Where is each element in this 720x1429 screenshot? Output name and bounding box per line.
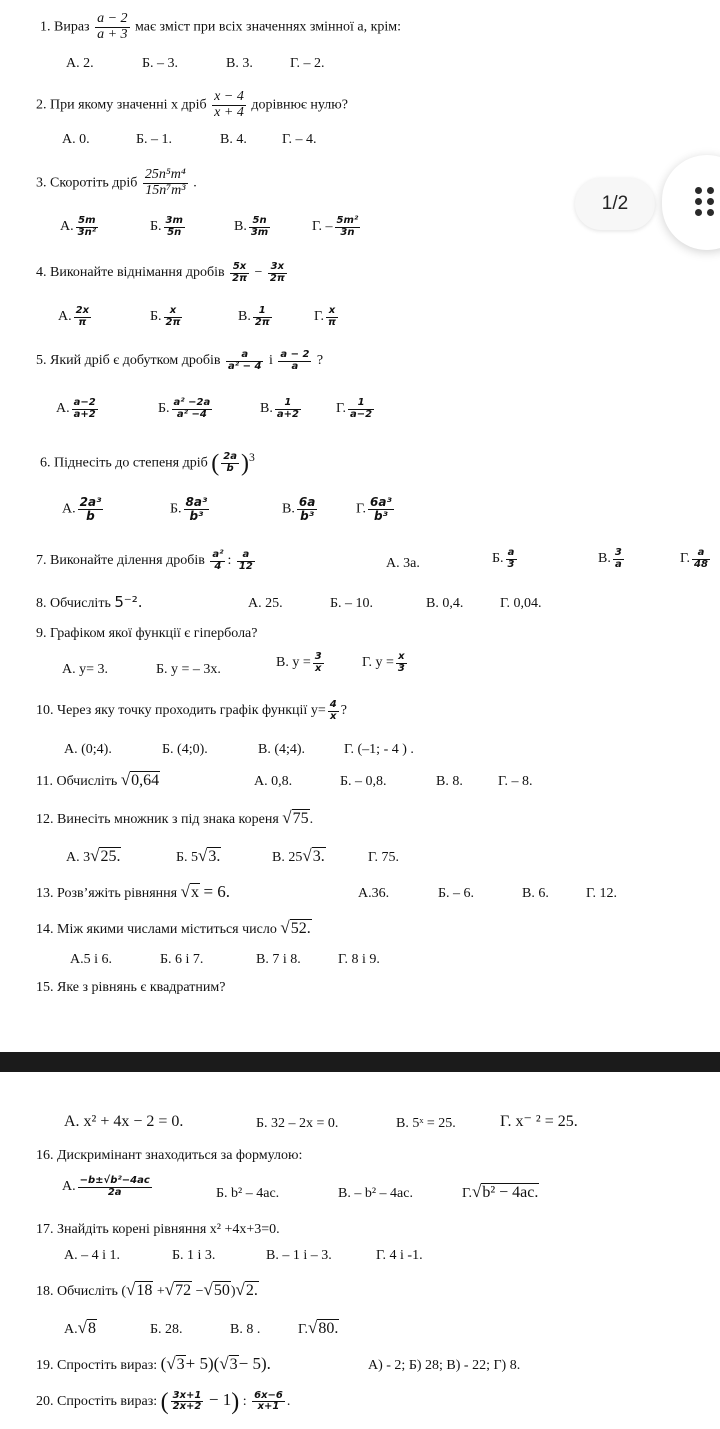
q16-option-b[interactable]: Б. b² – 4ac.: [216, 1186, 280, 1201]
question-9: 9. Графіком якої функції є гіпербола?: [36, 626, 258, 641]
q8-option-a[interactable]: А. 25.: [248, 596, 283, 611]
q4-option-b[interactable]: Б. $\frac{x}{2\pi}$: [150, 305, 181, 328]
q3-option-c[interactable]: В. $\frac{5n}{3m}$: [234, 215, 269, 238]
q17-option-c[interactable]: В. – 1 і – 3.: [266, 1248, 332, 1263]
q1-option-c[interactable]: В. 3.: [226, 56, 253, 71]
question-1: [40, 12, 401, 42]
question-2: [36, 90, 348, 120]
q1-text-a: Вираз: [54, 19, 90, 35]
question-4: 4. Виконайте віднімання дробів $\frac{5x}{2\pi}$ − $\frac{3x}{2\pi}$: [36, 261, 285, 284]
q6-option-b[interactable]: Б. $\frac{\text{8a³}}{\text{b³}}$: [170, 495, 208, 523]
q7-text-a: 7. Виконайте ділення дробів: [36, 553, 205, 569]
q15-option-c[interactable]: В. 5ˣ = 25.: [396, 1116, 456, 1131]
q12-option-a[interactable]: А. 3√25.: [66, 846, 121, 865]
q13-option-a[interactable]: А.36.: [358, 886, 390, 901]
q14-option-a[interactable]: А.5 і 6.: [70, 952, 112, 967]
q10-option-b[interactable]: Б. (4;0).: [162, 742, 208, 757]
q13-option-b[interactable]: Б. – 6.: [438, 886, 475, 901]
q9-option-c[interactable]: В. y = $\frac{3}{x}$: [276, 651, 322, 674]
q12-option-c[interactable]: В. 25√3.: [272, 846, 325, 865]
q8-expression: 5⁻².: [114, 593, 143, 611]
q11-option-d[interactable]: Г. – 8.: [498, 774, 533, 789]
q4-option-d[interactable]: Г. $\frac{x}{\pi}$: [314, 305, 336, 328]
question-7: 7. Виконайте ділення дробів $\frac{\text{a²}}{4}$ : $\frac{a}{12}$: [36, 549, 253, 572]
q2-option-b[interactable]: Б. – 1.: [136, 132, 173, 147]
q1-option-d[interactable]: Г. – 2.: [290, 56, 325, 71]
q15-option-a[interactable]: А. x² + 4x − 2 = 0.: [64, 1113, 184, 1130]
q4-option-a[interactable]: А. $\frac{2x}{\pi}$: [58, 305, 90, 328]
q2-option-d[interactable]: Г. – 4.: [282, 132, 317, 147]
question-15: 15. Яке з рівнянь є квадратним?: [36, 980, 226, 995]
q19-answer-options[interactable]: А) - 2; Б) 28; В) - 22; Г) 8.: [368, 1358, 521, 1373]
q9-option-a[interactable]: А. y= 3.: [62, 662, 109, 677]
question-16: 16. Дискримінант знаходиться за формулою:: [36, 1148, 303, 1163]
q2-option-c[interactable]: В. 4.: [220, 132, 247, 147]
question-10: 10. Через яку точку проходить графік функції y= $\frac{4}{x}$ ?: [36, 699, 347, 722]
q18-option-b[interactable]: Б. 28.: [150, 1322, 183, 1337]
q14-option-c[interactable]: В. 7 і 8.: [256, 952, 301, 967]
q15-option-d[interactable]: Г. x⁻ ² = 25.: [500, 1113, 578, 1130]
question-20: 20. Спростіть вираз: ( $\frac{3x+1}{2x+2}$ − 1) : $\frac{6x-6}{x+1}$ .: [36, 1388, 291, 1415]
q1-fraction: $\frac{a - 2}{a + 3}$: [97, 11, 128, 42]
q8-option-d[interactable]: Г. 0,04.: [500, 596, 542, 611]
q6-text-a: 6. Піднесіть до степеня дріб: [40, 455, 208, 471]
q7-option-b[interactable]: Б. $\frac{a}{3}$: [492, 547, 515, 570]
q4-text-a: 4. Виконайте віднімання дробів: [36, 265, 225, 281]
q6-option-d[interactable]: Г. $\frac{\text{6a³}}{\text{b³}}$: [356, 495, 392, 523]
q10-option-d[interactable]: Г. (–1; - 4 ) .: [344, 742, 414, 757]
q11-option-a[interactable]: А. 0,8.: [254, 774, 293, 789]
question-14: 14. Між якими числами міститься число √52.: [36, 918, 311, 937]
question-3: 3. Скоротіть дріб $\frac{\text{25n⁵m⁴}}{\text{15n⁷m³}}$ .: [36, 167, 197, 198]
q3-option-a[interactable]: А. $\frac{5m}{\text{3n²}}$: [60, 215, 97, 238]
q17-option-a[interactable]: А. – 4 і 1.: [64, 1248, 120, 1263]
q7-option-d[interactable]: Г. $\frac{a}{48}$: [680, 547, 708, 570]
q6-option-a[interactable]: А. $\frac{\text{2a³}}{b}$: [62, 495, 102, 523]
question-18: 18. Обчисліть (√18 +√72 −√50)√2.: [36, 1280, 258, 1299]
question-11: 11. Обчисліть √0,64: [36, 770, 160, 789]
q17-option-d[interactable]: Г. 4 і -1.: [376, 1248, 423, 1263]
q2-text-b: дорівнює нулю?: [251, 97, 348, 113]
q12-option-b[interactable]: Б. 5√3.: [176, 846, 221, 865]
q16-option-d[interactable]: Г.√b² − 4ac.: [462, 1182, 539, 1201]
q7-option-c[interactable]: В. $\frac{3}{a}$: [598, 547, 622, 570]
q5-option-d[interactable]: Г. $\frac{1}{a-2}$: [336, 397, 373, 420]
q5-text-a: 5. Який дріб є добутком дробів: [36, 353, 221, 369]
question-17: 17. Знайдіть корені рівняння x² +4x+3=0.: [36, 1222, 280, 1237]
q5-option-a[interactable]: А. $\frac{a-2}{a+2}$: [56, 397, 96, 420]
q16-option-a[interactable]: А. $\frac{\text{−b±√b²−4ac}}{2a}$: [62, 1175, 150, 1198]
question-6: 6. Піднесіть до степеня дріб ( $\frac{2a}{b}$ )$^3$: [40, 450, 255, 477]
q18-option-a[interactable]: А.√8: [64, 1318, 96, 1337]
q1-text-b: має зміст при всіх значеннях змінної a, крім:: [135, 19, 402, 35]
q2-fraction: $\frac{x - 4}{x + 4}$: [214, 89, 244, 120]
q10-option-c[interactable]: В. (4;4).: [258, 742, 306, 757]
question-12: 12. Винесіть множник з під знака кореня √75.: [36, 808, 314, 827]
more-options-icon: [695, 187, 719, 217]
q13-option-d[interactable]: Г. 12.: [586, 886, 618, 901]
question-13: 13. Розв’яжіть рівняння √x = 6.: [36, 882, 231, 901]
question-8: 8. Обчисліть 5⁻².: [36, 593, 143, 611]
page-indicator: 1/2: [575, 178, 655, 230]
q1-number: 1.: [40, 19, 51, 35]
q14-option-d[interactable]: Г. 8 і 9.: [338, 952, 380, 967]
q18-option-d[interactable]: Г.√80.: [298, 1318, 339, 1337]
worksheet-page-2: [0, 1072, 720, 1429]
q2-option-a[interactable]: А. 0.: [62, 132, 90, 147]
q11-option-c[interactable]: В. 8.: [436, 774, 463, 789]
q12-option-d[interactable]: Г. 75.: [368, 850, 400, 865]
q8-option-c[interactable]: В. 0,4.: [426, 596, 464, 611]
q3-fraction: $\frac{\text{25n⁵m⁴}}{\text{15n⁷m³}}$: [144, 167, 186, 198]
q2-text-a: 2. При якому значенні x дріб: [36, 97, 207, 113]
q7-option-a[interactable]: А. 3a.: [386, 556, 420, 571]
question-19: 19. Спростіть вираз: (√3+ 5)(√3− 5).: [36, 1354, 271, 1373]
q9-option-b[interactable]: Б. y = – 3x.: [156, 662, 221, 677]
q15-option-b[interactable]: Б. 32 – 2x = 0.: [256, 1116, 339, 1131]
q14-option-b[interactable]: Б. 6 і 7.: [160, 952, 204, 967]
q5-option-c[interactable]: В. $\frac{1}{a+2}$: [260, 397, 299, 420]
q8-option-b[interactable]: Б. – 10.: [330, 596, 374, 611]
q6-option-c[interactable]: В. $\frac{6a}{\text{b³}}$: [282, 495, 316, 523]
q17-option-b[interactable]: Б. 1 і 3.: [172, 1248, 216, 1263]
q13-option-c[interactable]: В. 6.: [522, 886, 549, 901]
q3-option-d[interactable]: Г. – $\frac{\text{5m²}}{3n}$: [312, 215, 359, 238]
question-5: 5. Який дріб є добутком дробів $\frac{a}{\text{a² − 4}}$ і $\frac{a - 2}{a}$ ?: [36, 349, 324, 372]
q1-option-a[interactable]: А. 2.: [66, 56, 94, 71]
q11-option-b[interactable]: Б. – 0,8.: [340, 774, 387, 789]
q4-option-c[interactable]: В. $\frac{1}{2\pi}$: [238, 305, 270, 328]
q9-option-d[interactable]: Г. y = $\frac{x}{3}$: [362, 651, 405, 674]
q10-option-a[interactable]: А. (0;4).: [64, 742, 112, 757]
page-separator: [0, 1052, 720, 1072]
q5-option-b[interactable]: Б. $\frac{\text{a² −2a}}{\text{a² −4}}$: [158, 397, 211, 420]
q18-option-c[interactable]: В. 8 .: [230, 1322, 261, 1337]
q1-option-b[interactable]: Б. – 3.: [142, 56, 179, 71]
q3-text-a: 3. Скоротіть дріб: [36, 175, 138, 191]
q3-option-b[interactable]: Б. $\frac{3m}{5n}$: [150, 215, 183, 238]
q16-option-c[interactable]: В. – b² – 4ac.: [338, 1186, 413, 1201]
